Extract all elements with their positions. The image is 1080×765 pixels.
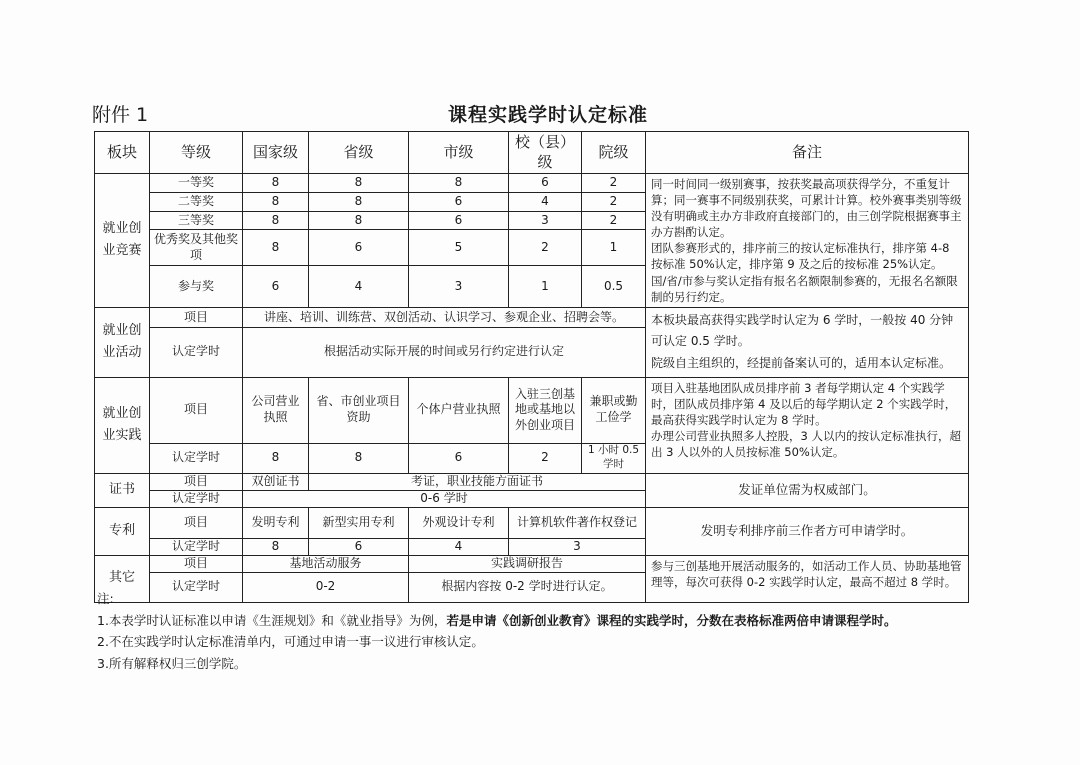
practice-remark (646, 377, 969, 473)
table-row (95, 555, 969, 572)
standards-table (94, 131, 969, 603)
remark-line: 办理公司营业执照多人控股，3 人以内的按认定标准执行，超出 3 人以外的人员按标准 50%认定。 (651, 428, 961, 459)
grade-cell: 参与奖 (150, 265, 243, 307)
certificate-item-b: 考证，职业技能方面证书 (309, 473, 646, 490)
practice-item: 兼职或勤工俭学 (582, 377, 646, 443)
hours-label: 认定学时 (150, 490, 243, 507)
section-certificate: 证书 (95, 473, 150, 507)
value-cell: 8 (243, 174, 309, 193)
note-3: 3.所有解释权归三创学院。 (97, 655, 247, 671)
notes-heading: 注: (97, 591, 114, 606)
certificate-hours: 0-6 学时 (243, 490, 646, 507)
attachment-label: 附件 1 (92, 104, 149, 126)
table-row (95, 307, 969, 327)
table-row (95, 174, 969, 193)
note-2: 2.不在实践学时认定标准清单内，可通过申请一事一议进行审核认定。 (97, 634, 484, 649)
other-hours-a: 0-2 (243, 572, 409, 602)
value-cell: 6 (409, 192, 509, 211)
practice-item: 公司营业执照 (243, 377, 309, 443)
remark-line: 同一时间同一级别赛事，按获奖最高项获得学分，不重复计算；同一赛事不同级别获奖，可累计计算。校外赛事类别等级没有明确或主办方非政府直接部门的，由三创学院根据赛事主办方斟酌认定。 (651, 177, 962, 240)
hours-cell: 8 (243, 443, 309, 473)
activity-remark (646, 307, 969, 377)
patent-item: 计算机软件著作权登记 (509, 507, 646, 538)
activity-hours: 根据活动实际开展的时间或另行约定进行认定 (243, 328, 646, 378)
hours-label: 认定学时 (150, 538, 243, 555)
hours-cell: 6 (309, 538, 409, 555)
section-patent: 专利 (95, 507, 150, 555)
value-cell: 1 (509, 265, 582, 307)
value-cell: 0.5 (582, 265, 646, 307)
note-1-text: 1.本表学时认证标准以申请《生涯规划》和《就业指导》为例， (97, 612, 447, 628)
header-college: 院级 (582, 132, 646, 174)
value-cell: 8 (309, 192, 409, 211)
grade-cell: 一等奖 (150, 174, 243, 193)
item-label: 项目 (150, 555, 243, 572)
table-row (95, 377, 969, 443)
section-competition: 就业创业竞赛 (95, 174, 150, 308)
patent-remark: 发明专利排序前三作者方可申请学时。 (646, 507, 969, 555)
practice-item: 省、市创业项目资助 (309, 377, 409, 443)
patent-item: 发明专利 (243, 507, 309, 538)
remark-line: 院级自主组织的，经提前备案认可的，适用本认定标准。 (651, 355, 952, 370)
hours-cell: 1 小时 0.5 学时 (582, 443, 646, 473)
item-label: 项目 (150, 507, 243, 538)
other-item-b: 实践调研报告 (409, 555, 646, 572)
value-cell: 2 (582, 192, 646, 211)
note-1 (97, 610, 896, 632)
hours-label: 认定学时 (150, 572, 243, 602)
header-remark: 备注 (646, 132, 969, 174)
remark-line: 团队参赛形式的，排序前三的按认定标准执行，排序第 4-8 按标准 50%认定，排序第 9 及之后的按标准 25%认定。 (651, 241, 950, 272)
value-cell: 2 (582, 174, 646, 193)
hours-label: 认定学时 (150, 443, 243, 473)
hours-cell: 2 (509, 443, 582, 473)
table-row (95, 507, 969, 538)
item-label: 项目 (150, 377, 243, 443)
value-cell: 6 (309, 230, 409, 266)
section-activity: 就业创业活动 (95, 307, 150, 377)
header-row (95, 132, 969, 174)
value-cell: 4 (309, 265, 409, 307)
certificate-remark: 发证单位需为权威部门。 (646, 473, 969, 507)
hours-label: 认定学时 (150, 328, 243, 378)
competition-remark (646, 174, 969, 308)
item-label: 项目 (150, 473, 243, 490)
value-cell: 8 (243, 192, 309, 211)
header-section: 板块 (95, 132, 150, 174)
value-cell: 6 (409, 211, 509, 230)
grade-cell: 三等奖 (150, 211, 243, 230)
page-title: 课程实践学时认定标准 (448, 104, 649, 126)
remark-line: 国/省/市参与奖认定指有报名名额限制参赛的，无报名名额限制的另行约定。 (651, 273, 958, 304)
value-cell: 2 (582, 211, 646, 230)
header-school: 校（县）级 (509, 132, 582, 174)
value-cell: 8 (409, 174, 509, 193)
hours-cell: 4 (409, 538, 509, 555)
value-cell: 5 (409, 230, 509, 266)
section-practice: 就业创业实践 (95, 377, 150, 473)
header-grade: 等级 (150, 132, 243, 174)
header-city: 市级 (409, 132, 509, 174)
other-hours-b: 根据内容按 0-2 学时进行认定。 (409, 572, 646, 602)
value-cell: 8 (309, 211, 409, 230)
value-cell: 2 (509, 230, 582, 266)
item-label: 项目 (150, 307, 243, 327)
header-national: 国家级 (243, 132, 309, 174)
patent-item: 外观设计专利 (409, 507, 509, 538)
header-provincial: 省级 (309, 132, 409, 174)
value-cell: 3 (409, 265, 509, 307)
value-cell: 1 (582, 230, 646, 266)
remark-line: 本板块最高获得实践学时认定为 6 学时，一般按 40 分钟可认定 0.5 学时。 (651, 312, 954, 349)
grade-cell: 二等奖 (150, 192, 243, 211)
value-cell: 8 (309, 174, 409, 193)
note-1-emphasis: 若是申请《创新创业教育》课程的实践学时，分数在表格标准两倍申请课程学时。 (446, 612, 897, 628)
value-cell: 6 (509, 174, 582, 193)
practice-item: 个体户营业执照 (409, 377, 509, 443)
value-cell: 4 (509, 192, 582, 211)
other-item-a: 基地活动服务 (243, 555, 409, 572)
footnotes (97, 588, 896, 674)
value-cell: 3 (509, 211, 582, 230)
hours-cell: 8 (243, 538, 309, 555)
hours-cell: 8 (309, 443, 409, 473)
patent-item: 新型实用专利 (309, 507, 409, 538)
other-remark: 参与三创基地开展活动服务的，如活动工作人员、协助基地管理等，每次可获得 0-2 实践学时认定，最高不超过 8 学时。 (646, 555, 969, 602)
value-cell: 8 (243, 211, 309, 230)
remark-line: 项目入驻基地团队成员排序前 3 者每学期认定 4 个实践学时，团队成员排序第 4 及以后的每学期认定 2 个实践学时，最高获得实践学时认定为 8 学时。 (651, 380, 957, 427)
hours-cell: 6 (409, 443, 509, 473)
practice-item: 入驻三创基地或基地以外创业项目 (509, 377, 582, 443)
grade-cell: 优秀奖及其他奖项 (150, 230, 243, 266)
hours-cell: 3 (509, 538, 646, 555)
value-cell: 6 (243, 265, 309, 307)
section-other: 其它 (95, 555, 150, 602)
table-row (95, 473, 969, 490)
value-cell: 8 (243, 230, 309, 266)
activity-items: 讲座、培训、训练营、双创活动、认识学习、参观企业、招聘会等。 (243, 307, 646, 327)
certificate-item-a: 双创证书 (243, 473, 309, 490)
